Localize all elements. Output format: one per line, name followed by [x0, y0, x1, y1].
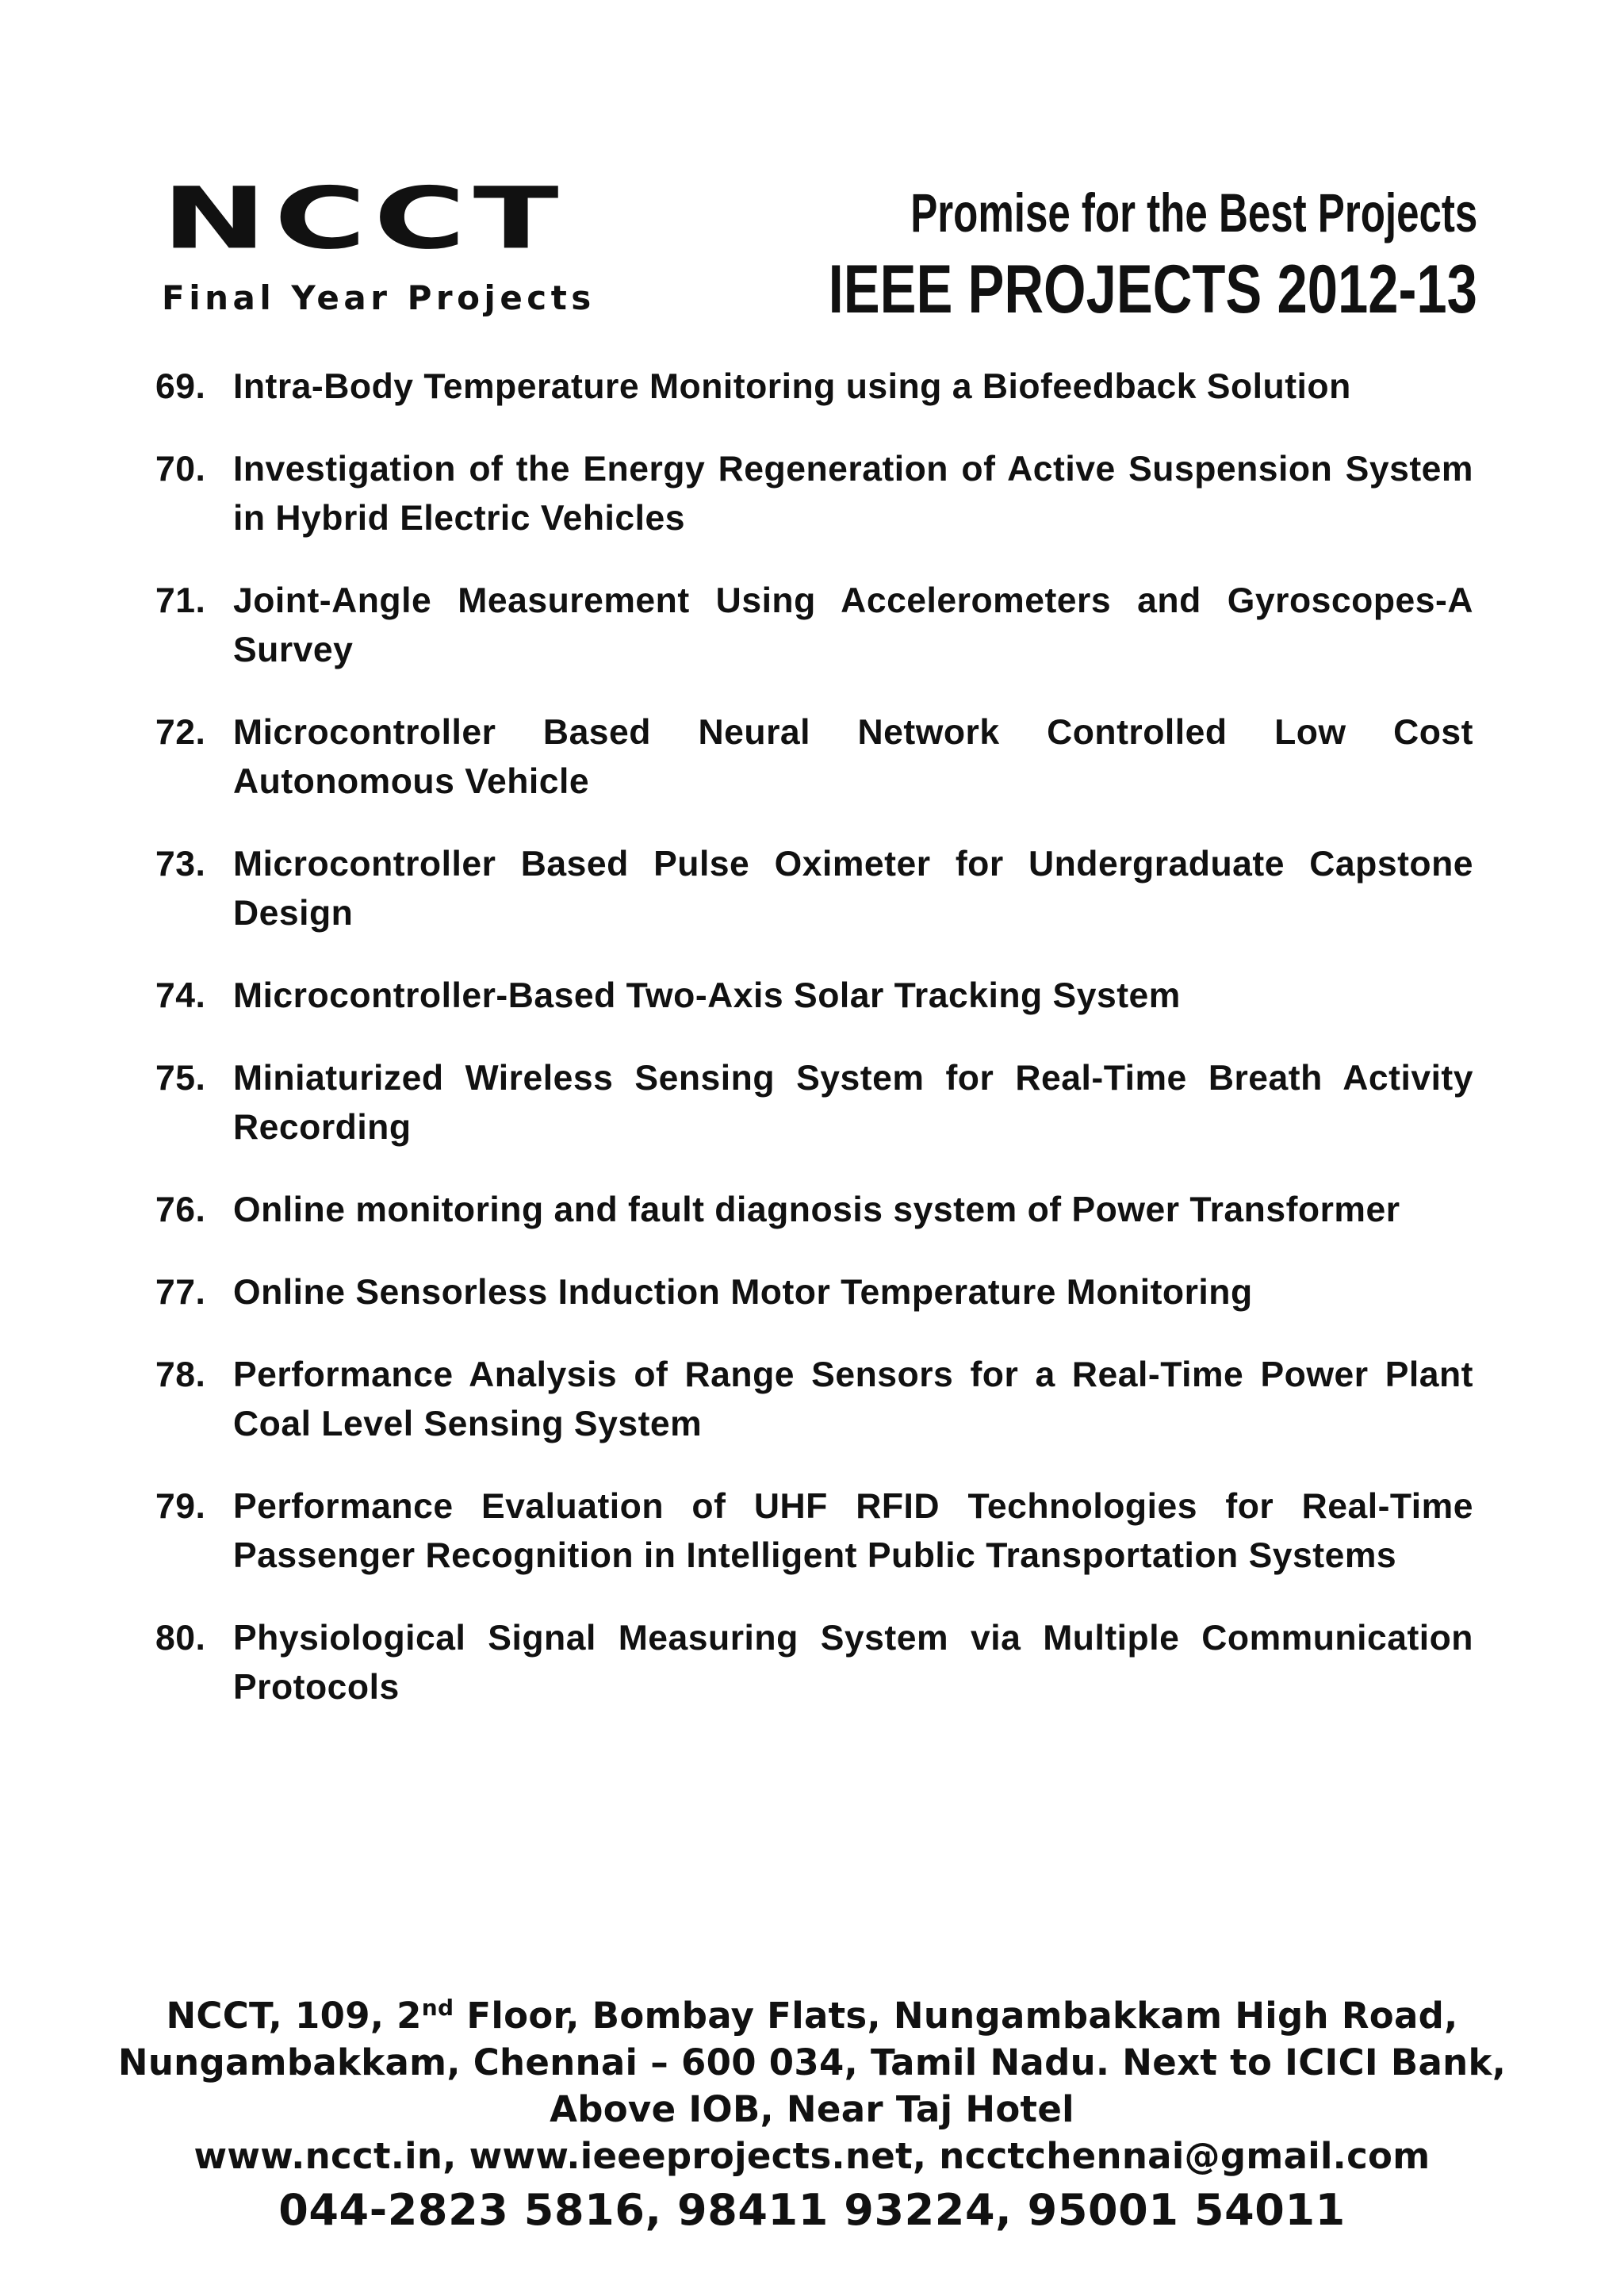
list-item: [155, 1482, 1473, 1581]
list-item: [155, 1186, 1473, 1235]
item-number: 74.: [155, 976, 206, 1015]
item-title: Joint-Angle Measurement Using Accelerometers and Gyroscopes-A Survey: [233, 581, 1473, 669]
item-title: Microcontroller-Based Two-Axis Solar Tracking System: [233, 976, 1181, 1015]
project-list: [155, 362, 1473, 1746]
item-title: Microcontroller Based Pulse Oximeter for Undergraduate Capstone Design: [233, 845, 1473, 933]
address-rest: Floor, Bombay Flats, Nungambakkam High Road, Nungambakkam, Chennai – 600 034, Tamil Nadu. Next to ICICI Bank, Above IOB, Near Taj Hotel: [117, 1995, 1507, 2130]
list-item: [155, 362, 1473, 412]
phone-numbers: 044-2823 5816, 98411 93224, 95001 54011: [278, 2185, 1346, 2235]
page-header: [0, 0, 1624, 349]
item-number: 70.: [155, 450, 206, 489]
item-title: Online monitoring and fault diagnosis system of Power Transformer: [233, 1190, 1400, 1229]
item-number: 69.: [155, 367, 206, 406]
item-number: 73.: [155, 845, 206, 884]
list-item: [155, 445, 1473, 543]
list-item: [155, 1054, 1473, 1152]
address-start: NCCT, 109, 2: [166, 1995, 422, 2037]
address: [103, 1992, 1521, 2133]
item-title: Intra-Body Temperature Monitoring using a Biofeedback Solution: [233, 367, 1351, 406]
page-title: IEEE PROJECTS 2012-13: [828, 251, 1477, 328]
item-number: 71.: [155, 581, 206, 620]
item-number: 80.: [155, 1619, 206, 1658]
list-item: [155, 1614, 1473, 1712]
address-ordinal: nd: [421, 1995, 454, 2021]
item-title: Investigation of the Energy Regeneration of Active Suspension System in Hybrid Electric Vehicles: [233, 450, 1473, 538]
logo-subtitle: Final Year Projects: [162, 278, 596, 317]
ncct-logo: NCCT: [162, 169, 567, 268]
websites: www.ncct.in, www.ieeeprojects.net, ncctchennai@gmail.com: [193, 2135, 1431, 2177]
item-number: 75.: [155, 1059, 206, 1098]
list-item: [155, 708, 1473, 807]
list-item: [155, 577, 1473, 675]
item-number: 77.: [155, 1273, 206, 1312]
item-number: 72.: [155, 713, 206, 752]
item-title: Performance Analysis of Range Sensors for a Real-Time Power Plant Coal Level Sensing System: [233, 1355, 1473, 1443]
item-number: 78.: [155, 1355, 206, 1394]
item-title: Performance Evaluation of UHF RFID Technologies for Real-Time Passenger Recognition in Intelligent Public Transportation Systems: [233, 1487, 1473, 1575]
item-number: 79.: [155, 1487, 206, 1526]
tagline: Promise for the Best Projects: [910, 182, 1477, 243]
item-title: Miniaturized Wireless Sensing System for Real-Time Breath Activity Recording: [233, 1059, 1473, 1147]
contact-footer: [103, 1992, 1521, 2240]
item-number: 76.: [155, 1190, 206, 1229]
item-title: Microcontroller Based Neural Network Controlled Low Cost Autonomous Vehicle: [233, 713, 1473, 801]
list-item: [155, 1268, 1473, 1317]
list-item: [155, 840, 1473, 938]
item-title: Online Sensorless Induction Motor Temperature Monitoring: [233, 1273, 1253, 1312]
item-title: Physiological Signal Measuring System via Multiple Communication Protocols: [233, 1619, 1473, 1707]
list-item: [155, 972, 1473, 1021]
list-item: [155, 1351, 1473, 1449]
